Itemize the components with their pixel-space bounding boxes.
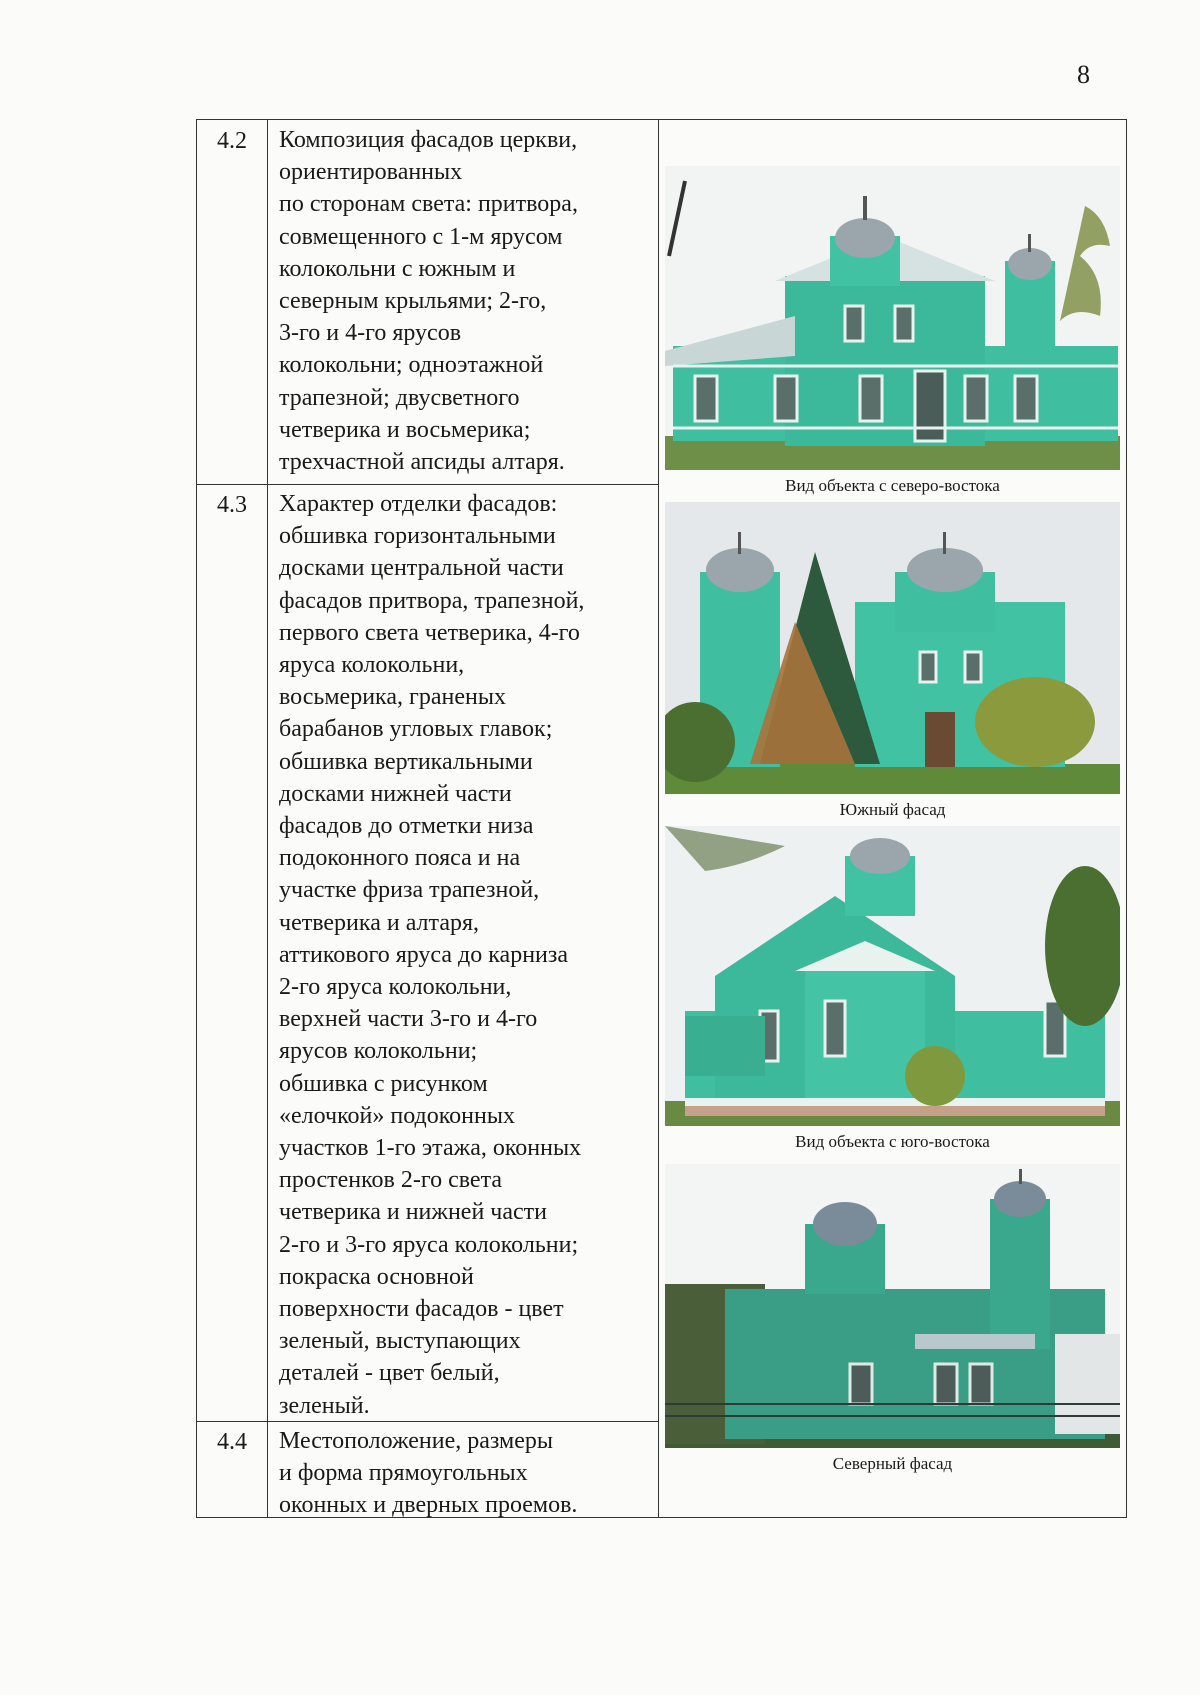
column-divider (267, 120, 268, 1517)
row-description: Композиция фасадов церкви, ориентированных по сторонам света: притвора, совмещенного с 1-м ярусом колокольни с южным и северным крыльями; 2-го, 3-го и 4-го ярусов колокольни; одноэтажной трапезной; двусветного четверика и восьмерика; трехчастной апсиды алтаря. (279, 127, 578, 476)
church-photo-northeast (665, 166, 1120, 470)
row-number: 4.4 (217, 1429, 247, 1455)
church-photo-southeast (665, 826, 1120, 1126)
row-divider (197, 484, 658, 485)
church-photo-south (665, 502, 1120, 794)
photo-caption: Вид объекта с северо-востока (785, 476, 1000, 495)
photo-caption: Южный фасад (839, 800, 946, 819)
photo-caption: Северный фасад (832, 1454, 953, 1473)
row-description: Характер отделки фасадов: обшивка горизонтальными досками центральной части фасадов притвора, трапезной, первого света четверика, 4-го яруса колокольни, восьмерика, граненых барабанов угловых главок; обшивка вертикальными досками нижней части фасадов до отметки низа подоконного пояса и на участке фриза трапезной, четверика и алтаря, аттикового яруса до карниза 2-го яруса колокольни, верхней части 3-го и 4-го ярусов колокольни; обшивка с рисунком «елочкой» подоконных участков 1-го этажа, оконных простенков 2-го света четверика и нижней части 2-го и 3-го яруса колокольни; покраска основной поверхности фасадов - цвет зеленый, выступающих деталей - цвет белый, зеленый. (279, 491, 585, 1419)
row-number: 4.3 (217, 492, 247, 518)
church-photo-north (665, 1164, 1120, 1448)
page-number: 8 (1077, 60, 1090, 89)
photo-caption: Вид объекта с юго-востока (795, 1132, 990, 1151)
row-description: Местоположение, размеры и форма прямоугольных оконных и дверных проемов. (279, 1428, 578, 1519)
description-table (196, 119, 1127, 1518)
row-number: 4.2 (217, 128, 247, 154)
